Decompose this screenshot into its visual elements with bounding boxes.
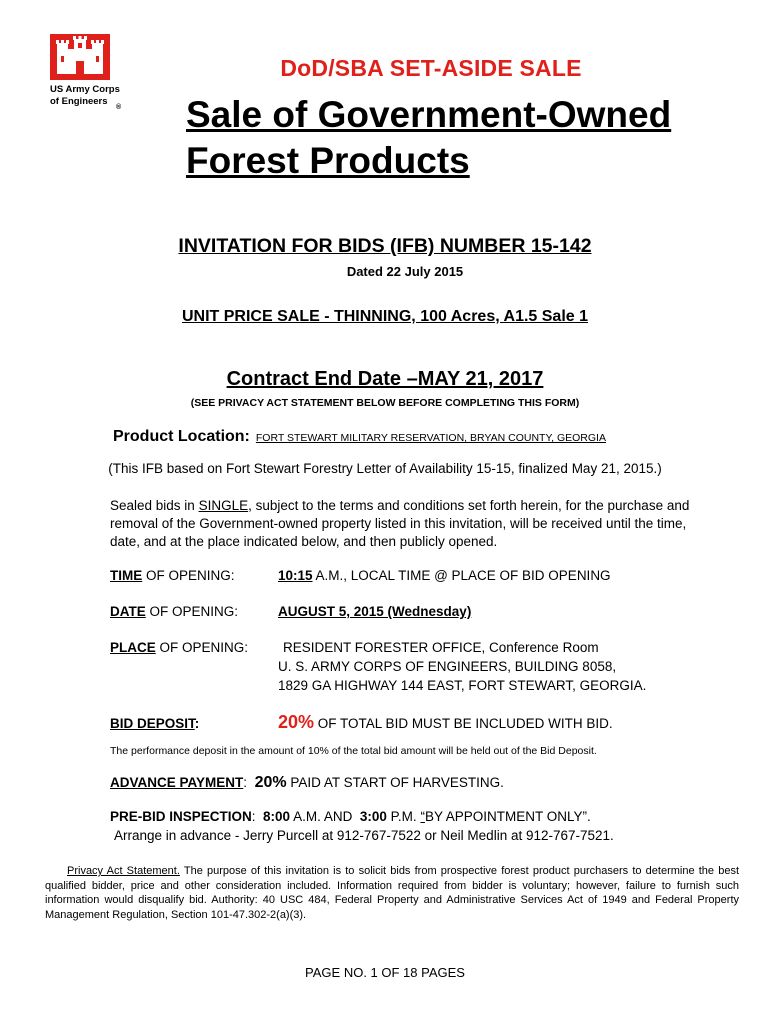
product-location bbox=[113, 428, 606, 446]
bid-deposit-label bbox=[110, 716, 199, 731]
time-value-rest: A.M., LOCAL TIME @ PLACE OF BID OPENING bbox=[315, 568, 611, 583]
prebid-time-2: 3:00 bbox=[359, 809, 387, 824]
sealed-pre: Sealed bids in bbox=[110, 498, 199, 513]
advance-payment bbox=[110, 774, 504, 792]
contract-end-date: Contract End Date –MAY 21, 2017 bbox=[226, 368, 544, 390]
place-label-key: PLACE bbox=[110, 640, 156, 655]
time-value bbox=[278, 568, 611, 583]
time-label-rest: OF OPENING: bbox=[146, 568, 235, 583]
prebid-label: PRE-BID INSPECTION bbox=[110, 809, 252, 824]
advance-payment-percent: 20% bbox=[254, 774, 287, 791]
prebid-quote-open: “ bbox=[420, 809, 425, 824]
title-line-2: Forest Products bbox=[186, 140, 470, 181]
ifb-dated: Dated 22 July 2015 bbox=[346, 264, 464, 279]
date-value: AUGUST 5, 2015 (Wednesday) bbox=[278, 604, 472, 619]
document-title bbox=[186, 92, 671, 184]
advance-payment-label: ADVANCE PAYMENT bbox=[110, 775, 244, 790]
logo-org-line1: US Army Corps bbox=[50, 84, 120, 95]
advance-payment-text: PAID AT START OF HARVESTING. bbox=[290, 775, 504, 790]
place-line-2: U. S. ARMY CORPS OF ENGINEERS, BUILDING 8058, bbox=[278, 659, 617, 674]
privacy-notice: (SEE PRIVACY ACT STATEMENT BELOW BEFORE COMPLETING THIS FORM) bbox=[190, 397, 580, 409]
privacy-body: The purpose of this invitation is to solicit bids from prospective forest product purchasers to determine the best qualified bidder, price and other consideration included. Information required from bidder is voluntary; however, failure to furnish such information would disqualify bid. Authority: 40 USC 484, Federal Property and Administrative Services Act of 1949 and Federal Property Management Regulation, Section 101-47.302-2(a)(3). bbox=[45, 865, 739, 921]
prebid-pm: P.M. bbox=[390, 809, 417, 824]
bid-deposit-colon: : bbox=[194, 716, 200, 731]
prebid-mid: A.M. AND bbox=[293, 809, 353, 824]
registered-mark: ® bbox=[116, 104, 122, 111]
prebid-arrange: Arrange in advance - Jerry Purcell at 912-767-7522 or Neil Medlin at 912-767-7521. bbox=[114, 828, 614, 843]
unit-price-sale: UNIT PRICE SALE - THINNING, 100 Acres, A1.5 Sale 1 bbox=[181, 308, 589, 325]
prebid-inspection bbox=[110, 809, 591, 824]
performance-deposit-note: The performance deposit in the amount of 10% of the total bid amount will be held out of the Bid Deposit. bbox=[110, 745, 597, 757]
logo-caption bbox=[50, 84, 122, 111]
privacy-heading: Privacy Act Statement. bbox=[67, 865, 180, 877]
place-label-rest: OF OPENING: bbox=[159, 640, 249, 655]
time-label bbox=[110, 568, 235, 583]
product-location-value: FORT STEWART MILITARY RESERVATION, BRYAN COUNTY, GEORGIA bbox=[255, 432, 606, 444]
prebid-appointment: BY APPOINTMENT ONLY”. bbox=[424, 809, 591, 824]
bid-deposit-text: OF TOTAL BID MUST BE INCLUDED WITH BID. bbox=[317, 716, 613, 731]
privacy-act-statement bbox=[45, 864, 739, 922]
sealed-post: , subject to the terms and conditions set forth herein, for the purchase and removal of the Government-owned property listed in this invitation, will be received until the time, date, and at the place indicated below, and then publicly opened. bbox=[110, 498, 690, 549]
time-value-bold: 10:15 bbox=[278, 568, 313, 583]
date-label-rest: OF OPENING: bbox=[149, 604, 239, 619]
prebid-colon: : bbox=[251, 809, 256, 824]
sealed-bids-paragraph bbox=[110, 497, 710, 551]
place-label bbox=[110, 640, 248, 655]
date-label bbox=[110, 604, 238, 619]
product-location-label: Product Location: bbox=[113, 428, 250, 445]
prebid-time-1: 8:00 bbox=[263, 809, 291, 824]
logo-org-line2: of Engineers bbox=[50, 96, 108, 107]
time-label-key: TIME bbox=[110, 568, 143, 583]
set-aside-heading: DoD/SBA SET-ASIDE SALE bbox=[280, 55, 582, 81]
place-line-3: 1829 GA HIGHWAY 144 EAST, FORT STEWART, GEORGIA. bbox=[278, 678, 647, 693]
place-line-1: RESIDENT FORESTER OFFICE, Conference Room bbox=[283, 640, 599, 655]
page-number: PAGE NO. 1 OF 18 PAGES bbox=[305, 965, 465, 980]
advance-payment-colon: : bbox=[243, 775, 248, 790]
ifb-number: INVITATION FOR BIDS (IFB) NUMBER 15-142 bbox=[178, 235, 592, 257]
bid-deposit-percent: 20% bbox=[278, 712, 315, 732]
date-label-key: DATE bbox=[110, 604, 146, 619]
bid-deposit-label-text: BID DEPOSIT bbox=[110, 716, 195, 731]
sealed-single: SINGLE bbox=[198, 498, 249, 513]
title-line-1: Sale of Government-Owned bbox=[186, 94, 672, 135]
ifb-basis-note: (This IFB based on Fort Stewart Forestry Letter of Availability 15-15, finalized May 21, 2015.) bbox=[108, 461, 662, 476]
bid-deposit-value bbox=[278, 712, 613, 733]
